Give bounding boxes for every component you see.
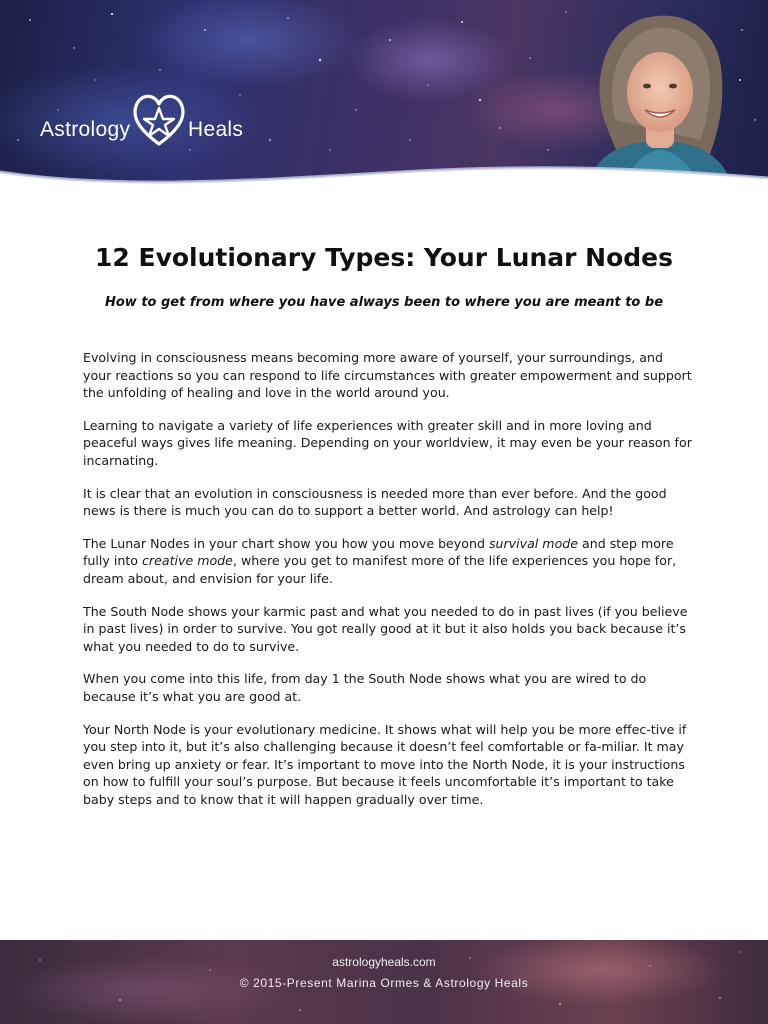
paragraph-5: The South Node shows your karmic past and what you needed to do in past lives (if you believe in past lives) in order to survive. You got really good at it but it also holds you back because it’s what you needed to do to survive. [83, 603, 688, 654]
article-body [83, 349, 693, 823]
paragraph-4-text-c: , where you get to manifest more of the life experiences you hope for, dream about, and envision for your life. [83, 553, 677, 586]
header-wave-divider [0, 150, 768, 195]
footer-copyright: © 2015-Present Marina Ormes & Astrology Heals [239, 976, 529, 990]
paragraph-4-text-b: and step more fully into [83, 535, 674, 569]
paragraph-2: Learning to navigate a variety of life experiences with greater skill and in more loving and peaceful ways gives life meaning. Depending on your worldview, it may even be your reason for incarnating. [83, 417, 692, 468]
paragraph-4 [83, 535, 693, 588]
paragraph-1: Evolving in consciousness means becoming more aware of yourself, your surroundings, and your reactions so you can respond to life circumstances with greater empowerment and support the unfolding of healing and love in the world around you. [83, 350, 692, 401]
logo-text-astrology: Astrology [40, 118, 131, 141]
page-subtitle: How to get from where you have always been to where you are meant to be [104, 295, 664, 310]
footer-banner [0, 940, 768, 1024]
logo-text-heals: Heals [188, 118, 244, 141]
header-banner [0, 0, 768, 195]
paragraph-6: When you come into this life, from day 1 the South Node shows what you are wired to do because it’s what you are good at. [83, 671, 647, 704]
heart-star-logo-icon [128, 88, 190, 150]
emphasis-survival-mode: survival mode [488, 535, 579, 551]
paragraph-7: Your North Node is your evolutionary medicine. It shows what will help you be more effec-tive if you step into it, but it’s also challenging because it doesn’t feel comfortable or fa-miliar. It may even bring up anxiety or fear. It’s important to move into the North Node, it is your instructions on how to fulfill your soul’s purpose. But because it feels uncomfortable it’s important to take baby steps and to know that it will happen gradually over time. [83, 721, 687, 807]
paragraph-4-text-a: The Lunar Nodes in your chart show you how you move beyond [83, 535, 489, 551]
paragraph-3: It is clear that an evolution in consciousness is needed more than ever before. And the good news is there is much you can do to support a better world. And astrology can help! [83, 485, 667, 519]
page-title: 12 Evolutionary Types: Your Lunar Nodes [95, 243, 673, 272]
footer-website-link[interactable]: astrologyheals.com [332, 955, 436, 969]
emphasis-creative-mode: creative mode [142, 553, 233, 569]
